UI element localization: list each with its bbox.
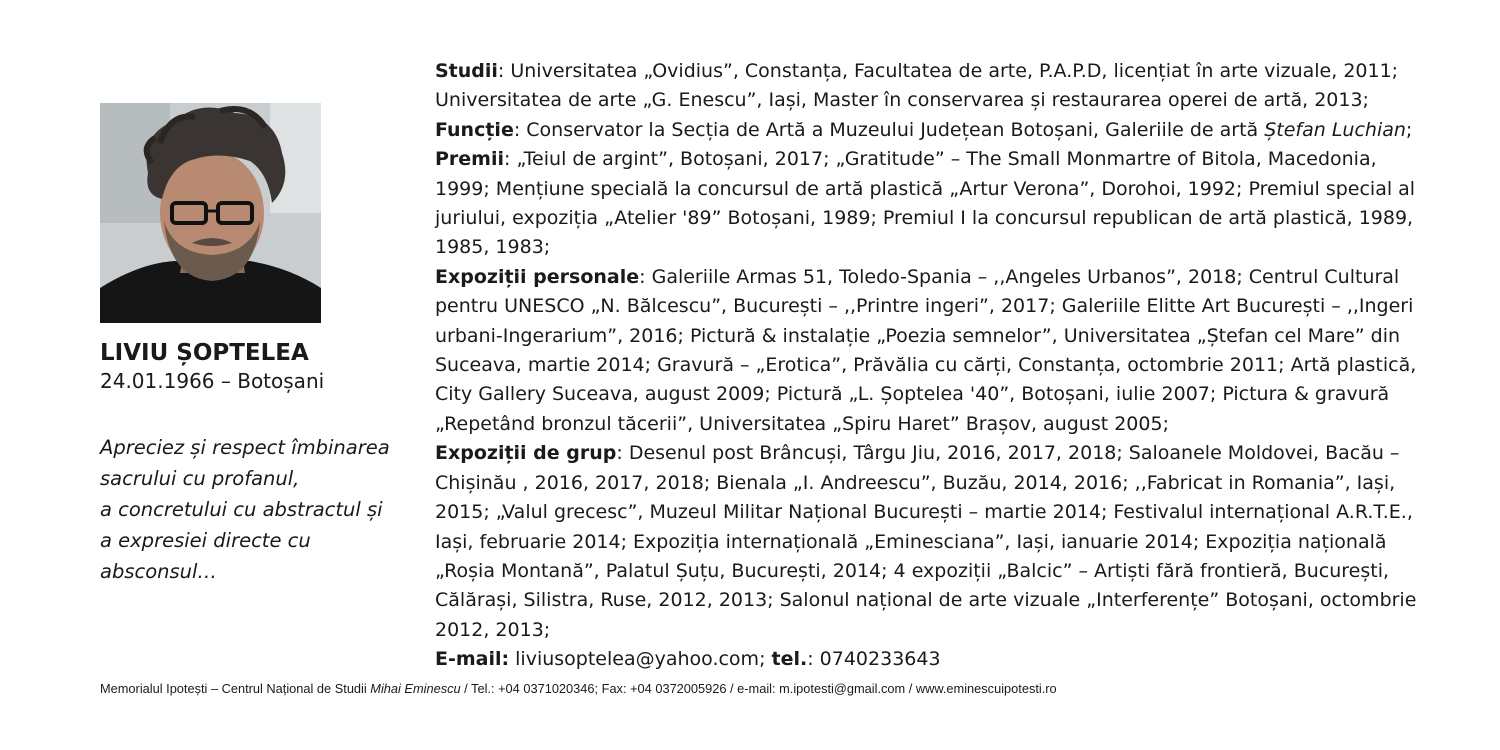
bio-line xyxy=(435,616,1445,645)
bio-text: pentru UNESCO „N. Bălcescu”, București – ,,Printre ingeri”, 2017; Galeriile Elitte Art București – ,,Ingeri xyxy=(435,295,1414,318)
bio-text: 1999; Mențiune specială la concursul de artă plastică „Artur Verona”, Dorohoi, 1992; Premiul special al xyxy=(435,177,1416,200)
contact-line xyxy=(435,645,1445,674)
portrait-illustration xyxy=(100,103,321,323)
bio-text: Iași, februarie 2014; Expoziția internațională „Eminesciana”, Iași, ianuarie 2014; Expoziția națională xyxy=(435,530,1387,553)
bio-text: : „Teiul de argint”, Botoșani, 2017; „Gratitude” – The Small Monmartre of Bitola, Macedonia, xyxy=(504,148,1377,171)
bio-text: 1985, 1983; xyxy=(435,236,551,259)
profile-column xyxy=(100,103,420,587)
biography xyxy=(435,57,1445,675)
footer-italic: Mihai Eminescu xyxy=(370,681,461,696)
bio-line xyxy=(435,292,1445,321)
bio-italic: Ștefan Luchian xyxy=(1264,118,1406,141)
bio-text: Chișinău , 2016, 2017, 2018; Bienala „I. Andreescu”, Buzău, 2014, 2016; ,,Fabricat in Romania”, Iași, xyxy=(435,471,1396,494)
quote xyxy=(100,432,430,587)
bio-text: : Conservator la Secția de Artă a Muzeului Județean Botoșani, Galeriile de artă xyxy=(513,118,1265,141)
bio-text: 2012, 2013; xyxy=(435,618,551,641)
footer-text: / Tel.: +04 0371020346; Fax: +04 0372005926 / e-mail: m.ipotesti@gmail.com / www.eminescuipotesti.ro xyxy=(460,681,1057,696)
bio-line xyxy=(435,263,1445,292)
email-address[interactable]: liviusoptelea@yahoo.com; xyxy=(509,648,772,671)
quote-line: a concretului cu abstractul și xyxy=(100,498,383,521)
section-label: Funcție xyxy=(435,118,514,141)
bio-text: „Repetând bronzul tăcerii”, Universitatea „Spiru Haret” Brașov, august 2005; xyxy=(435,412,1169,435)
bio-text: City Gallery Suceava, august 2009; Pictură „L. Șoptelea '40”, Botoșani, iulie 2007; Pictura & gravură xyxy=(435,383,1390,406)
bio-line xyxy=(435,116,1445,145)
person-name: LIVIU ȘOPTELEA xyxy=(100,340,309,366)
footer-text: Memorialul Ipotești – Centrul Național de Studii xyxy=(100,681,371,696)
section-label: Expoziții de grup xyxy=(435,442,617,465)
bio-text: Călărași, Silistra, Ruse, 2012, 2013; Salonul național de arte vizuale „Interferențe” Botoșani, octombrie xyxy=(435,589,1417,612)
bio-line xyxy=(435,175,1445,204)
birth-info: 24.01.1966 – Botoșani xyxy=(100,369,325,393)
section-label: Studii xyxy=(435,60,498,82)
quote-line: a expresiei directe cu xyxy=(100,529,311,552)
bio-text: 2015; „Valul grecesc”, Muzeul Militar Național București – martie 2014; Festivalul internațional A.R.T.E., xyxy=(435,501,1413,524)
bio-line xyxy=(435,145,1445,174)
bio-line xyxy=(435,498,1445,527)
section-label: Expoziții personale xyxy=(435,265,640,288)
bio-text: „Roșia Montană”, Palatul Șuțu, București, 2014; 4 expoziții „Balcic” – Artiști fără frontieră, București, xyxy=(435,559,1390,582)
bio-line xyxy=(435,528,1445,557)
bio-line xyxy=(435,322,1445,351)
portrait-photo xyxy=(100,103,321,323)
bio-text: : Galeriile Armas 51, Toledo-Spania – ,,Angeles Urbanos”, 2018; Centrul Cultural xyxy=(639,265,1400,288)
email-label: E-mail: xyxy=(435,648,510,671)
bio-line xyxy=(435,557,1445,586)
bio-line xyxy=(435,410,1445,439)
bio-line xyxy=(435,351,1445,380)
bio-line xyxy=(435,86,1445,115)
footer xyxy=(100,680,1400,698)
quote-line: Apreciez și respect îmbinarea xyxy=(100,436,390,459)
bio-text: : Desenul post Brâncuși, Târgu Jiu, 2016, 2017, 2018; Saloanele Moldovei, Bacău – xyxy=(616,442,1400,465)
bio-text: Suceava, martie 2014; Gravură – „Erotica”, Prăvălia cu cărți, Constanța, octombrie 2011; Artă plastică, xyxy=(435,354,1417,377)
section-label: Premii xyxy=(435,148,505,171)
bio-text: ; xyxy=(1405,118,1413,141)
bio-line xyxy=(435,204,1445,233)
bio-text: Universitatea de arte „G. Enescu”, Iași, Master în conservarea și restaurarea operei de artă, 2013; xyxy=(435,89,1369,112)
tel-label: tel. xyxy=(771,648,808,671)
bio-line xyxy=(435,586,1445,615)
bio-line xyxy=(435,380,1445,409)
bio-line xyxy=(435,469,1445,498)
tel-number: : 0740233643 xyxy=(807,648,941,671)
bio-text: urbani-Ingerarium”, 2016; Pictură & instalație „Poezia semnelor”, Universitatea „Ștefan cel Mare” din xyxy=(435,324,1401,347)
quote-line: sacrului cu profanul, xyxy=(100,467,300,490)
bio-line xyxy=(435,57,1445,86)
bio-line xyxy=(435,439,1445,468)
bio-text: juriului, expoziția „Atelier '89” Botoșani, 1989; Premiul I la concursul republican de artă plastică, 1989, xyxy=(435,207,1414,230)
bio-line xyxy=(435,233,1445,262)
quote-line: absconsul… xyxy=(100,560,217,583)
bio-text: : Universitatea „Ovidius”, Constanța, Facultatea de arte, P.A.P.D, licențiat în arte vizuale, 2011; xyxy=(497,60,1399,82)
